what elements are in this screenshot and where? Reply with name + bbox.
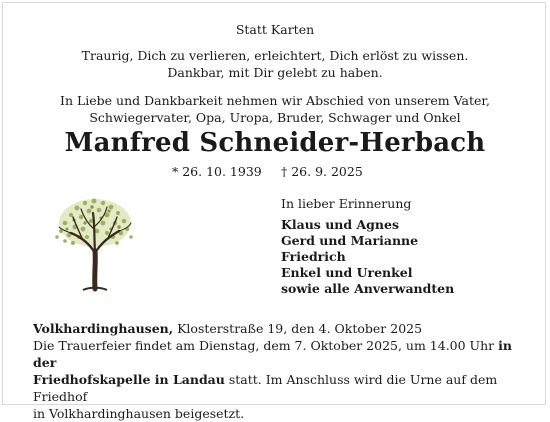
place-name: Volkhardinghausen, <box>33 321 174 336</box>
mourner-name: sowie alle Anverwandten <box>281 281 455 296</box>
intro-line-2: Dankbar, mit Dir gelebt zu haben. <box>167 65 383 80</box>
mourner-name: Friedrich <box>281 249 346 264</box>
heading: Statt Karten <box>235 22 315 37</box>
mourner-name: Enkel und Urenkel <box>281 265 413 280</box>
address-date: Klosterstraße 19, den 4. Oktober 2025 <box>173 321 423 336</box>
ceremony-line-2 <box>33 371 523 405</box>
ceremony-line-1 <box>33 337 523 371</box>
death-date: † 26. 9. 2025 <box>281 164 363 179</box>
mourner-name: Klaus und Agnes <box>281 217 399 232</box>
farewell-line-2: Schwiegervater, Opa, Uropa, Bruder, Schwager und Onkel <box>89 110 461 125</box>
deceased-name: Manfred Schneider-Herbach <box>64 128 486 158</box>
ceremony-text-cont: statt. Im Anschluss wird die Urne auf dem Friedhof <box>33 372 498 404</box>
memory-label: In lieber Erinnerung <box>281 196 412 211</box>
ceremony-location-start: in der <box>33 338 512 370</box>
tree-icon <box>45 193 145 293</box>
ceremony-location: Friedhofskapelle in Landau <box>33 372 225 387</box>
ceremony-details <box>33 320 523 422</box>
ceremony-text: Die Trauerfeier findet am Dienstag, dem 7. Oktober 2025, um 14.00 Uhr <box>33 338 499 353</box>
farewell-line-1: In Liebe und Dankbarkeit nehmen wir Abschied von unserem Vater, <box>60 93 490 108</box>
intro-line-1: Traurig, Dich zu verlieren, erleichtert, Dich erlöst zu wissen. <box>81 48 469 63</box>
intro-text <box>0 47 550 81</box>
ceremony-line-3: in Volkhardinghausen beigesetzt. <box>33 406 245 421</box>
birth-date: * 26. 10. 1939 <box>172 164 262 179</box>
farewell-text <box>0 92 550 126</box>
mourner-name: Gerd und Marianne <box>281 233 419 248</box>
mourners-list <box>281 217 454 297</box>
place-date-line <box>33 320 523 337</box>
